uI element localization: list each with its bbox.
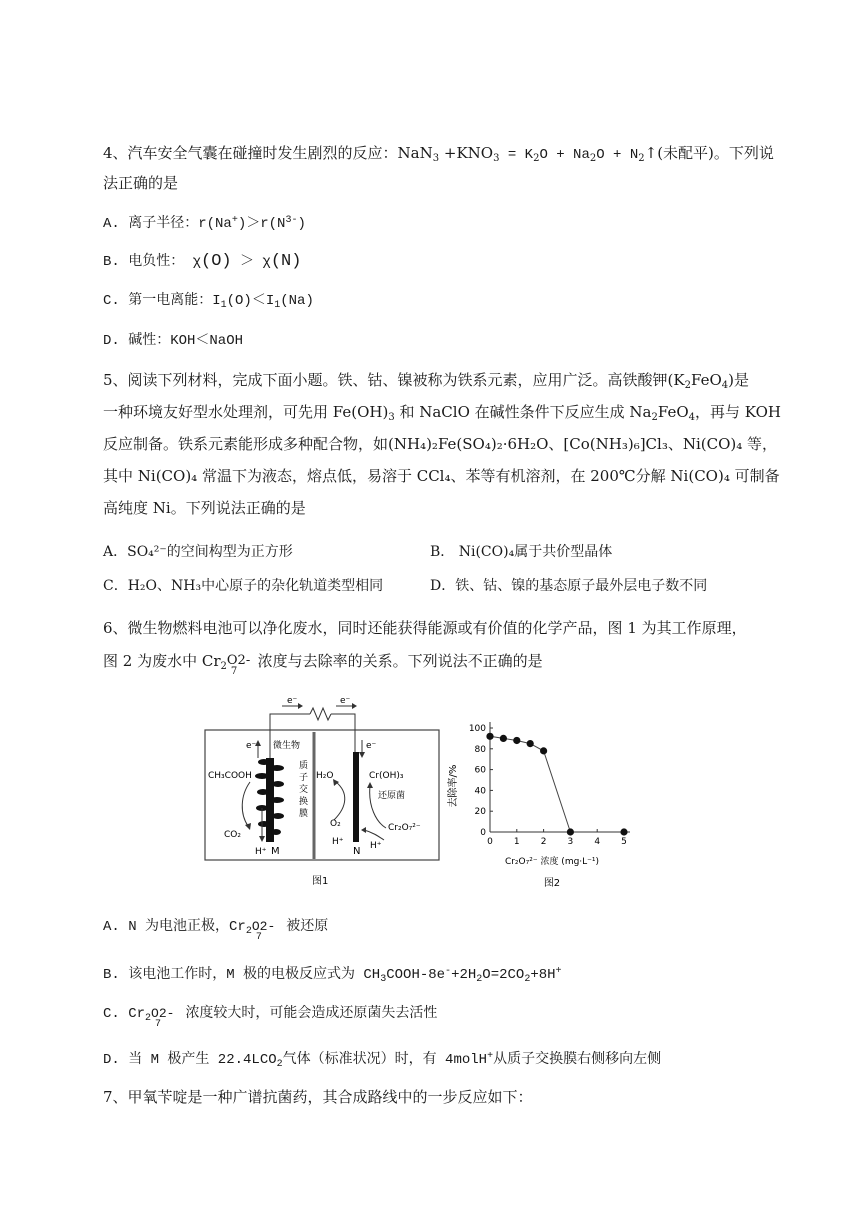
data-point [540, 747, 547, 754]
q6-option-a: A. N 为电池正极，$Cr_2$ O2- 7 被还原 [103, 919, 329, 943]
x-tick-label: 4 [594, 837, 601, 847]
membrane-label [299, 759, 308, 819]
chart-caption: 图2 [543, 878, 561, 889]
q6-option-c-ion: O2- 7 [151, 1006, 175, 1030]
series-line [490, 736, 570, 832]
svg-text:子: 子 [299, 773, 309, 783]
data-point [527, 740, 534, 747]
label-e-right: e⁻ [340, 696, 351, 706]
q6-option-d: D. 当 M 极产生 $22.4LCO_2$气体（标准状况）时，有 4molH+从质子交换膜右侧移向左侧 [103, 1051, 662, 1070]
q4-option-d: D. 碱性：KOH＜NaOH [103, 333, 244, 349]
q5-stem-line4: 其中 Ni(CO)₄ 常温下为液态，熔点低，易溶于 CCl₄、苯等有机溶剂，在 200℃分解 Ni(CO)₄ 可制备 [103, 467, 780, 485]
svg-text:膜: 膜 [299, 809, 309, 819]
q4-option-a: A. 离子半径：$r(Na^+)>r(N^{3-})$ [103, 215, 306, 232]
svg-text:质: 质 [299, 761, 309, 771]
data-point [500, 735, 507, 742]
arrow-o2-h2o [334, 782, 345, 820]
q4-option-b: B. 电负性： χ(O) ＞ χ(N) [103, 252, 302, 271]
label-croh3: Cr(OH)₃ [369, 771, 404, 781]
q6-option-a-ion: O2- 7 [251, 919, 276, 943]
chart-ylabel: 去除率/% [448, 764, 459, 808]
y-tick-label: 60 [474, 765, 486, 776]
label-e-left: e⁻ [287, 696, 298, 706]
label-n: N [353, 846, 361, 857]
label-h-m: H⁺ [255, 847, 267, 857]
figure1-caption: 图1 [312, 876, 329, 887]
figure1-cell-diagram [200, 696, 445, 892]
label-ch3cooh: CH₃COOH [208, 771, 252, 781]
q7-stem: 7、甲氧苄啶是一种广谱抗菌药，其合成路线中的一步反应如下： [103, 1088, 533, 1106]
chart-axes [490, 722, 630, 832]
label-cr2o7: Cr₂O₇²⁻ [388, 823, 421, 833]
x-tick-label: 0 [487, 837, 493, 847]
q6-option-b: B. 该电池工作时，M 极的电极反应式为 $CH_3COOH-8e^-+2H_2O=2CO_2+8H^+$ [103, 966, 562, 985]
data-point [513, 737, 520, 744]
y-tick-label: 0 [480, 828, 486, 838]
chart-xlabel: Cr₂O₇²⁻ 浓度 (mg·L⁻¹) [504, 857, 600, 867]
q5-stem-line2: 一种环境友好型水处理剂，可先用 $Fe(OH)_3$ 和 NaClO 在碱性条件下反应生成 $Na_2FeO_4$，再与 KOH [103, 403, 781, 423]
q5-stem-line1: 5、阅读下列材料，完成下面小题。铁、钴、镍被称为铁系元素，应用广泛。高铁酸钾$(K_2FeO_4)$是 [103, 371, 749, 391]
arrow-ch3cooh-co2 [242, 782, 250, 826]
x-tick-label: 1 [513, 837, 520, 847]
svg-text:交: 交 [299, 785, 309, 795]
series-points [486, 733, 627, 836]
label-h-right: H⁺ [370, 841, 382, 851]
label-m: M [271, 846, 280, 857]
label-e-n: e⁻ [366, 741, 377, 751]
q5-option-b: B． Ni(CO)₄属于共价型晶体 [430, 544, 613, 560]
q5-stem-line3: 反应制备。铁系元素能形成多种配合物，如(NH₄)₂Fe(SO₄)₂·6H₂O、[Co(NH₃)₆]Cl₃、Ni(CO)₄ 等， [103, 435, 778, 453]
label-e-m: e⁻ [246, 741, 257, 751]
data-point [620, 828, 627, 835]
wire-left [270, 714, 310, 758]
label-co2: CO₂ [224, 830, 241, 840]
x-tick-label: 2 [540, 837, 547, 847]
label-h2o: H₂O [316, 771, 334, 781]
label-bacteria: 还原菌 [378, 791, 406, 801]
x-tick-label: 5 [621, 837, 627, 847]
q4-stem-line2: 法正确的是 [103, 174, 179, 192]
y-tick-label: 100 [468, 724, 486, 734]
q6-stem-line1: 6、微生物燃料电池可以净化废水，同时还能获得能源或有价值的化学产品，图 1 为其工作原理， [103, 619, 747, 637]
q6-stem-ion: O2- 7 [226, 653, 251, 677]
y-tick-label: 40 [474, 786, 486, 797]
q6-option-c: C. $Cr_2$ O2- 7 浓度较大时，可能会造成还原菌失去活性 [103, 1006, 438, 1030]
label-h-left: H⁺ [332, 837, 344, 847]
y-tick-label: 20 [474, 807, 486, 818]
resistor [310, 708, 331, 720]
electrode-n [353, 752, 359, 842]
q4-option-c: C. 第一电离能：$I_1(O)<I_1(Na)$ [103, 293, 314, 311]
q5-stem-line5: 高纯度 Ni。下列说法正确的是 [103, 499, 306, 517]
wire-right [331, 714, 355, 752]
figure2-chart [440, 714, 640, 894]
y-tick-label: 80 [474, 744, 486, 755]
x-tick-label: 3 [567, 837, 574, 847]
q5-option-c: C．H₂O、NH₃中心原子的杂化轨道类型相同 [103, 578, 384, 594]
q4-stem-line1: 4、汽车安全气囊在碰撞时发生剧烈的反应：$NaN_3 +KNO_3 = K_2O + Na_2O$ + $N_2↑$(未配平)。下列说 [103, 144, 774, 164]
data-point [567, 828, 574, 835]
arrow-h-right [364, 830, 384, 840]
arrow-e-n [359, 752, 365, 758]
q5-option-d: D．铁、钴、镍的基态原子最外层电子数不同 [430, 578, 708, 594]
label-o2: O₂ [330, 819, 341, 829]
label-microbe: 微生物 [273, 741, 301, 751]
data-point [486, 733, 493, 740]
q6-stem-line2: 图 2 为废水中 $Cr_2$ O2- 7 浓度与去除率的关系。下列说法不正确的是 [103, 652, 543, 677]
svg-text:换: 换 [299, 797, 309, 807]
chart-ticks [469, 724, 627, 847]
q5-option-a: A．SO₄²⁻的空间构型为正方形 [103, 544, 293, 560]
